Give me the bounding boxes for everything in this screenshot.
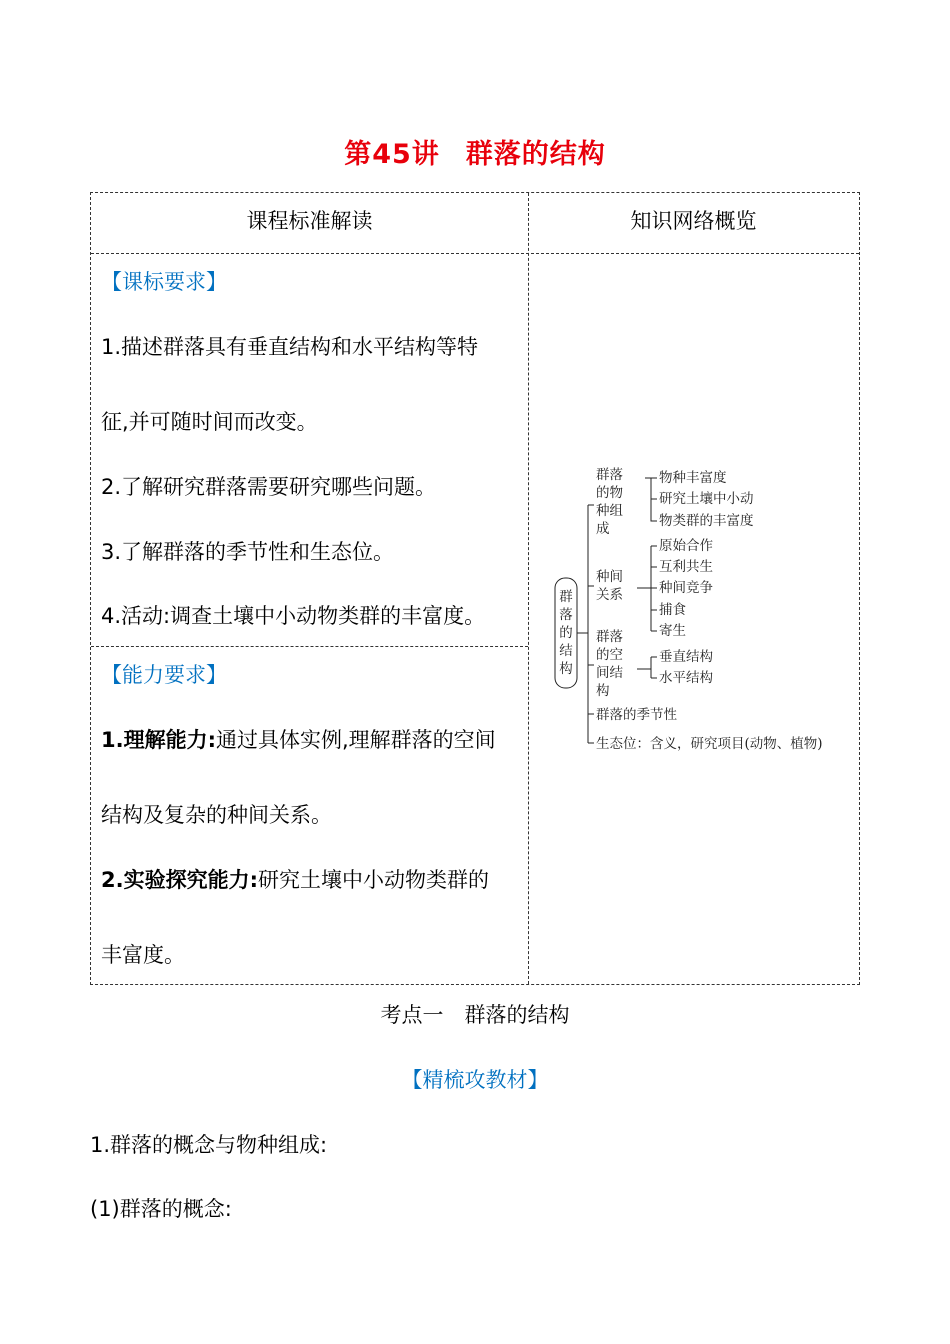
curriculum-item-1-line1: 1.描述群落具有垂直结构和水平结构等特 xyxy=(101,335,479,359)
leaf-label: 互利共生 xyxy=(659,559,713,575)
ability-item-1-line2: 结构及复杂的种间关系。 xyxy=(101,803,332,827)
root-label xyxy=(559,589,573,677)
col-header-network: 知识网络概览 xyxy=(630,209,757,233)
leaf-label: 水平结构 xyxy=(659,670,713,686)
branch-label: 群落的季节性 xyxy=(596,707,677,723)
curriculum-heading: 【课标要求】 xyxy=(101,270,227,294)
curriculum-item-3: 3.了解群落的季节性和生态位。 xyxy=(101,540,395,564)
paragraph-1: 1.群落的概念与物种组成: xyxy=(90,1133,328,1157)
column-divider xyxy=(528,193,529,984)
branch-label: 生态位：含义，研究项目(动物、植物) xyxy=(596,736,823,752)
branch-label: 群落 xyxy=(596,467,623,483)
leaf-label: 物类群的丰富度 xyxy=(659,513,754,529)
lecture-topic: 群落的结构 xyxy=(465,139,606,170)
curriculum-item-1-line2: 征,并可随时间而改变。 xyxy=(101,410,318,434)
leaf-label: 研究土壤中小动 xyxy=(659,491,754,507)
overview-table xyxy=(90,192,860,985)
branch-label: 种间 xyxy=(596,569,623,585)
branch-label: 的空 xyxy=(596,647,623,663)
section-subheading: 【精梳攻教材】 xyxy=(401,1068,549,1092)
lecture-number: 第45讲 xyxy=(344,139,440,170)
page-title xyxy=(0,132,950,171)
ability-heading: 【能力要求】 xyxy=(101,663,227,687)
knowledge-network-diagram xyxy=(550,465,855,755)
paragraph-2: (1)群落的概念: xyxy=(90,1197,232,1221)
branch-label: 构 xyxy=(596,683,610,699)
branch-label: 关系 xyxy=(596,587,623,603)
section-heading: 考点一 群落的结构 xyxy=(380,1003,570,1027)
branch-label: 成 xyxy=(596,521,610,537)
ability-item-1-line1: 1.理解能力:通过具体实例,理解群落的空间 xyxy=(101,728,496,752)
leaf-label: 原始合作 xyxy=(659,538,713,554)
curriculum-item-4: 4.活动:调查土壤中小动物类群的丰富度。 xyxy=(101,604,486,628)
branch-label: 间结 xyxy=(596,665,623,681)
svg-text:群落的结构: 群落的结构 xyxy=(559,589,573,677)
col-header-curriculum: 课程标准解读 xyxy=(246,209,373,233)
header-divider xyxy=(91,253,859,254)
leaf-label: 种间竞争 xyxy=(659,580,713,596)
curriculum-item-2: 2.了解研究群落需要研究哪些问题。 xyxy=(101,475,437,499)
leaf-label: 捕食 xyxy=(659,602,686,618)
branch-label: 种组 xyxy=(596,503,623,519)
leaf-label: 垂直结构 xyxy=(659,649,713,665)
ability-item-2-line1: 2.实验探究能力:研究土壤中小动物类群的 xyxy=(101,868,489,892)
leaf-label: 物种丰富度 xyxy=(659,470,727,486)
leaf-label: 寄生 xyxy=(659,623,686,639)
branch-label: 的物 xyxy=(596,485,623,501)
left-section-divider xyxy=(91,646,528,647)
ability-item-2-line2: 丰富度。 xyxy=(101,943,185,967)
branch-label: 群落 xyxy=(596,629,623,645)
